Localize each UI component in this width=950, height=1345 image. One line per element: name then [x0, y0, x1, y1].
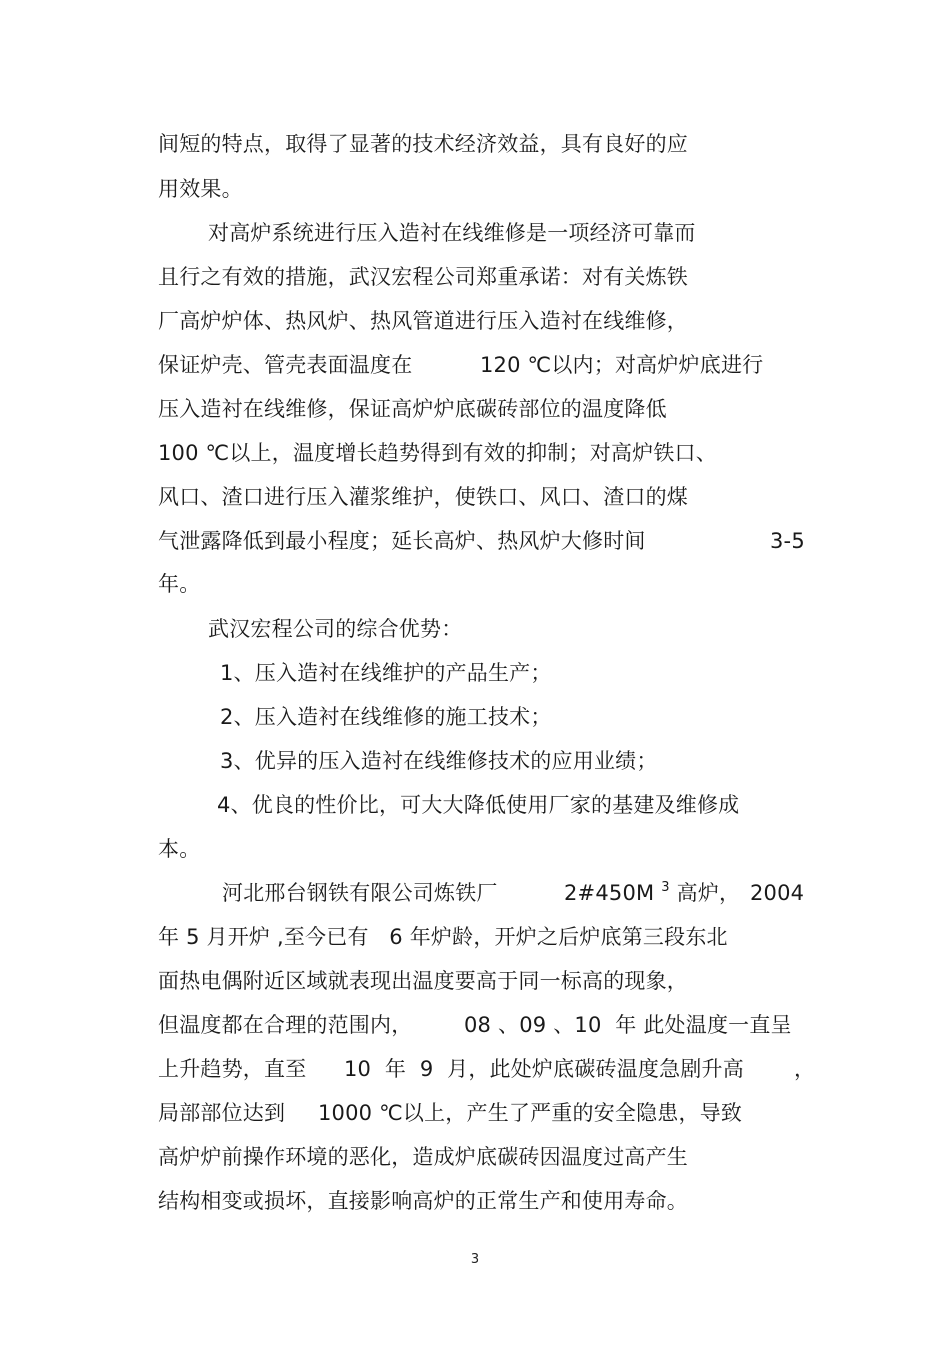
text-segment: 上升趋势，直至	[158, 1057, 307, 1081]
text-line: 对高炉系统进行压入造衬在线维修是一项经济可靠而	[208, 221, 696, 245]
text-segment: 08 、09 、10 年 此处温度一直呈	[464, 1013, 792, 1037]
text-line: 压入造衬在线维修，保证高炉炉底碳砖部位的温度降低	[158, 397, 667, 421]
text-line: 结构相变或损坏，直接影响高炉的正常生产和使用寿命。	[158, 1189, 688, 1213]
unit-text: 2#450M	[564, 881, 655, 905]
list-item: 4、优良的性价比，可大大降低使用厂家的基建及维修成	[217, 793, 740, 817]
list-item: 1、压入造衬在线维护的产品生产；	[220, 661, 552, 685]
text-line: 间短的特点，取得了显著的技术经济效益，具有良好的应	[158, 132, 688, 156]
text-line: 用效果。	[158, 177, 243, 201]
text-segment: ，	[794, 1057, 816, 1081]
text-segment: 但温度都在合理的范围内，	[158, 1013, 413, 1037]
text-line: 风口、渣口进行压入灌浆维护，使铁口、风口、渣口的煤	[158, 485, 688, 509]
text-segment: 气泄露降低到最小程度；延长高炉、热风炉大修时间	[158, 529, 646, 553]
text-line: 年 5 月开炉 ,至今已有 6 年炉龄，开炉之后炉底第三段东北	[158, 925, 728, 949]
unit-text: 高炉，	[676, 881, 741, 905]
page-number: 3	[470, 1252, 480, 1267]
list-item: 2、压入造衬在线维修的施工技术；	[220, 705, 552, 729]
superscript: 3	[661, 880, 670, 895]
text-segment: 120 ℃以内；对高炉炉底进行	[480, 353, 764, 377]
list-item: 3、优异的压入造衬在线维修技术的应用业绩；	[220, 749, 658, 773]
text-segment	[564, 880, 740, 906]
text-line: 年。	[158, 572, 201, 596]
text-line: 且行之有效的措施，武汉宏程公司郑重承诺：对有关炼铁	[158, 265, 688, 289]
text-line: 厂高炉炉体、热风炉、热风管道进行压入造衬在线维修，	[158, 309, 688, 333]
text-line: 面热电偶附近区域就表现出温度要高于同一标高的现象，	[158, 969, 688, 993]
text-segment: 保证炉壳、管壳表面温度在	[158, 353, 413, 377]
text-segment: 3-5	[770, 529, 805, 553]
text-line: 100 ℃以上，温度增长趋势得到有效的抑制；对高炉铁口、	[158, 441, 717, 465]
text-segment: 河北邢台钢铁有限公司炼铁厂	[222, 881, 498, 905]
text-line: 高炉炉前操作环境的恶化，造成炉底碳砖因温度过高产生	[158, 1145, 688, 1169]
text-segment: 2004	[750, 881, 805, 905]
text-segment: 局部部位达到	[158, 1101, 286, 1125]
text-segment: 10 年 9 月，此处炉底碳砖温度急剧升高	[344, 1057, 744, 1081]
text-line: 武汉宏程公司的综合优势：	[208, 617, 463, 641]
text-line: 本。	[158, 837, 201, 861]
text-segment: 1000 ℃以上，产生了严重的安全隐患，导致	[318, 1101, 743, 1125]
